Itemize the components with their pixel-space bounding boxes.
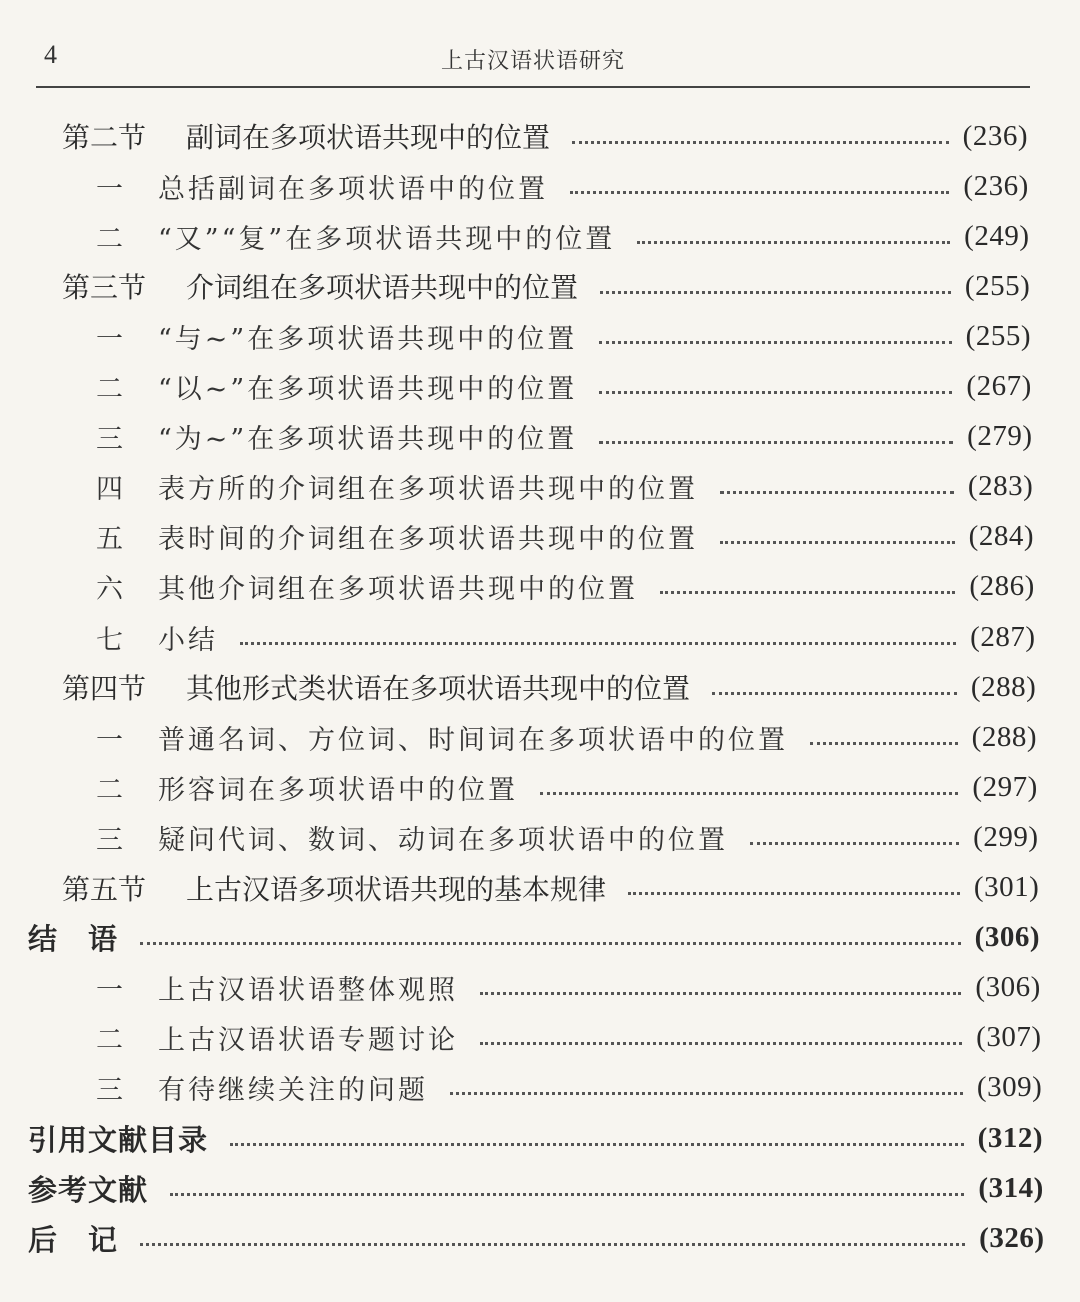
toc-entry[interactable]	[96, 713, 1037, 761]
toc-entry-page: (249)	[964, 219, 1030, 252]
toc-entry-number: 四	[96, 474, 126, 506]
page-header	[36, 34, 1030, 88]
dot-leader	[720, 491, 954, 494]
toc-entry-number: 六	[96, 574, 126, 606]
toc-entry[interactable]	[96, 964, 1041, 1012]
toc-entry-page: (314)	[978, 1171, 1044, 1204]
toc-entry-title: 介词组在多项状语共现中的位置	[186, 271, 579, 305]
toc-entry[interactable]	[28, 1164, 1044, 1212]
dot-leader	[230, 1143, 964, 1146]
toc-entry-title: 副词在多项状语共现中的位置	[186, 121, 551, 154]
dot-leader	[140, 942, 961, 945]
toc-entry-page: (279)	[967, 420, 1033, 453]
toc-entry[interactable]	[62, 112, 1028, 160]
toc-entry-page: (236)	[962, 119, 1028, 152]
toc-entry[interactable]	[28, 1114, 1043, 1162]
toc-entry-title: 结 语	[28, 922, 119, 957]
toc-entry-page: (307)	[976, 1021, 1042, 1054]
toc-entry-page: (283)	[967, 470, 1034, 503]
toc-entry-title: 普通名词、方位词、时间词在多项状语中的位置	[158, 724, 788, 756]
toc-entry-page: (267)	[966, 370, 1032, 402]
toc-entry-title: 小结	[158, 624, 218, 656]
toc-entry-page: (288)	[971, 720, 1037, 753]
toc-entry-title: 后 记	[28, 1222, 119, 1257]
toc-entry-number: 三	[96, 424, 126, 456]
toc-entry-page: (299)	[973, 820, 1039, 853]
toc-entry-number: 二	[96, 774, 126, 806]
toc-entry[interactable]	[96, 1064, 1042, 1112]
toc-entry-number: 二	[96, 223, 126, 255]
toc-entry-number: 三	[96, 824, 126, 856]
toc-entry[interactable]	[96, 763, 1038, 811]
toc-entry-title: 表方所的介词组在多项状语共现中的位置	[158, 474, 698, 506]
toc-entry-page: (312)	[977, 1121, 1043, 1154]
toc-entry-title: “为~”在多项状语共现中的位置	[158, 424, 578, 456]
dot-leader	[450, 1092, 963, 1095]
dot-leader	[660, 591, 955, 594]
toc-entry[interactable]	[62, 663, 1036, 711]
toc-entry-number: 第二节	[62, 121, 147, 154]
dot-leader	[750, 842, 959, 845]
dot-leader	[600, 291, 951, 294]
toc-entry[interactable]	[96, 363, 1032, 411]
toc-entry-title: 参考文献	[28, 1172, 149, 1207]
dot-leader	[570, 191, 949, 194]
toc-entry-title: “与~”在多项状语共现中的位置	[158, 323, 578, 355]
toc-entry-title: “以~”在多项状语共现中的位置	[158, 374, 578, 405]
toc-entry[interactable]	[96, 162, 1029, 210]
dot-leader	[720, 541, 955, 544]
toc-entry[interactable]	[96, 312, 1031, 360]
dot-leader	[572, 141, 949, 144]
toc-entry[interactable]	[96, 1014, 1042, 1062]
toc-entry[interactable]	[28, 914, 1040, 962]
toc-entry-page: (306)	[975, 971, 1041, 1004]
toc-entry-title: 其他形式类状语在多项状语共现中的位置	[186, 672, 691, 706]
toc-entry[interactable]	[62, 262, 1030, 310]
dot-leader	[599, 441, 953, 444]
toc-entry-title: 上古汉语状语整体观照	[158, 975, 458, 1007]
toc-entry-page: (284)	[968, 520, 1034, 553]
toc-entry-page: (306)	[974, 921, 1040, 954]
toc-entry[interactable]	[96, 813, 1039, 861]
running-title: 上古汉语状语研究	[440, 49, 625, 74]
toc-entry-number: 一	[96, 975, 126, 1007]
toc-entry-number: 二	[96, 1025, 126, 1057]
toc-entry-title: 上古汉语状语专题讨论	[158, 1025, 458, 1057]
toc-entry-number: 第五节	[62, 872, 147, 906]
toc-entry-title: 形容词在多项状语中的位置	[158, 774, 518, 806]
toc-entry[interactable]	[96, 563, 1035, 611]
toc-entry[interactable]	[28, 1214, 1045, 1262]
toc-entry-number: 二	[96, 374, 126, 405]
toc-entry[interactable]	[62, 864, 1039, 912]
toc-entry[interactable]	[96, 212, 1030, 260]
toc-entry-title: 有待继续关注的问题	[158, 1075, 428, 1107]
toc-entry-number: 一	[96, 724, 126, 756]
toc-entry-page: (286)	[969, 570, 1035, 603]
toc-entry-title: 总括副词在多项状语中的位置	[158, 173, 548, 205]
dot-leader	[170, 1193, 964, 1196]
toc-entry-page: (236)	[963, 169, 1029, 202]
toc-entry-page: (255)	[965, 319, 1031, 352]
toc-entry-number: 七	[96, 624, 126, 656]
dot-leader	[637, 241, 950, 244]
toc-entry-title: 上古汉语多项状语共现的基本规律	[186, 872, 607, 906]
toc-entry-number: 三	[96, 1075, 126, 1107]
toc-entry[interactable]	[96, 413, 1033, 461]
dot-leader	[712, 692, 957, 695]
toc-entry-number: 一	[96, 173, 126, 205]
toc-entry-title: 表时间的介词组在多项状语共现中的位置	[158, 524, 698, 556]
toc-entry-title: “又”“复”在多项状语共现中的位置	[158, 223, 616, 255]
page-number: 4	[44, 40, 57, 69]
toc-entry-number: 第三节	[62, 271, 147, 305]
toc-entry-page: (326)	[979, 1221, 1045, 1254]
toc-entry-page: (255)	[964, 269, 1031, 302]
toc-entry-page: (288)	[970, 670, 1037, 703]
dot-leader	[480, 1042, 962, 1045]
toc-entry-page: (309)	[976, 1071, 1043, 1104]
toc-entry-number: 五	[96, 524, 126, 556]
toc-entry-page: (297)	[972, 770, 1038, 803]
toc-entry-page: (287)	[970, 620, 1036, 653]
dot-leader	[240, 642, 956, 645]
toc-entry-number: 第四节	[62, 672, 147, 706]
dot-leader	[599, 391, 952, 394]
toc-entry-number: 一	[96, 323, 126, 355]
dot-leader	[540, 792, 958, 795]
toc-entry-page: (301)	[973, 871, 1040, 903]
dot-leader	[599, 341, 951, 344]
toc-entry-title: 疑问代词、数词、动词在多项状语中的位置	[158, 824, 728, 856]
toc-entry[interactable]	[96, 463, 1033, 511]
toc-entry[interactable]	[96, 613, 1036, 661]
toc-entry-title: 引用文献目录	[28, 1122, 209, 1157]
dot-leader	[628, 892, 960, 895]
toc-entry[interactable]	[96, 513, 1034, 561]
dot-leader	[140, 1243, 965, 1246]
dot-leader	[810, 742, 958, 745]
toc-entry-title: 其他介词组在多项状语共现中的位置	[158, 574, 638, 606]
dot-leader	[480, 992, 961, 995]
